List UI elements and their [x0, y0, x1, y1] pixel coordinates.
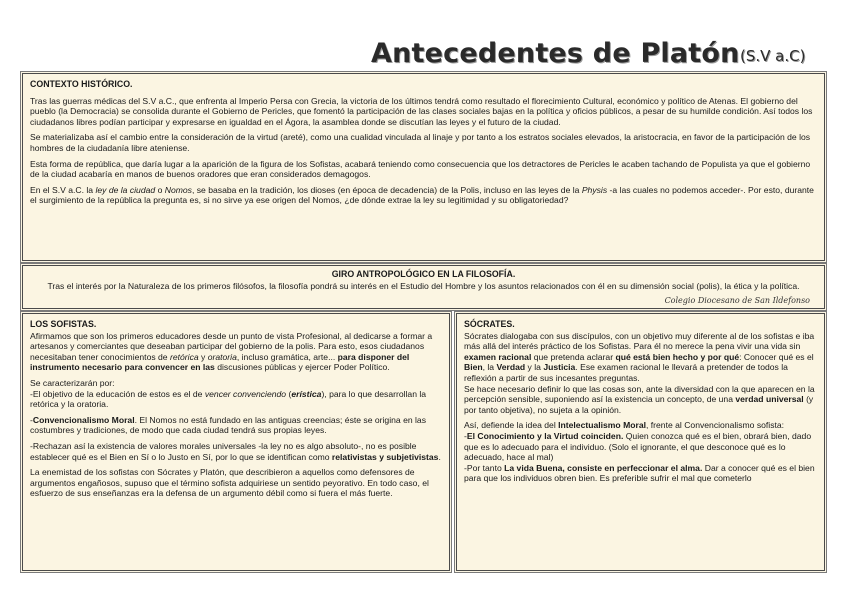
contexto-heading: CONTEXTO HISTÓRICO.	[30, 79, 133, 89]
giro-text: Tras el interés por la Naturaleza de los primeros filósofos, la filosofía pondrá su interés en el Estudio del Hombre y los asuntos relacionados con él en su dimensión social (polis), la ética y la política.	[47, 280, 800, 291]
page-subtitle: (S.V a.C)	[740, 47, 806, 65]
socrates-paragraph-1: Sócrates dialogaba con sus discípulos, con un objetivo muy diferente al de los sofistas e iba más allá del interés práctico de los Sofistas. Para él no merece la pena vivir una vida sin examen racional que pretenda aclarar qué está bien hecho y por qué: Conocer qué es el Bien, la Verdad y la Justicia. Ese examen racional le llevará a pretender de todos la reflexión a partir de sus incesantes preguntas. Se hace necesario definir lo que las cosas son, ante la diversidad con la que aparecen en la percepción sensible, suponiendo así la existencia un concepto, de una verdad universal (y por tanto objetiva), no sujeta a la opinión.	[464, 330, 815, 415]
sofistas-paragraph-3: -Convencionalismo Moral. El Nomos no está fundado en las antiguas creencias; éste se origina en las costumbres y tradiciones, de modo que cada ciudad tendrá sus propias leyes.	[30, 414, 427, 436]
giro-antropologico-box	[22, 265, 825, 309]
socrates-heading: SÓCRATES.	[464, 319, 515, 329]
sofistas-box	[22, 313, 450, 571]
school-name: Colegio Diocesano de San Ildefonso	[664, 296, 810, 306]
contexto-paragraph-3: Esta forma de república, que daría lugar a la aparición de la figura de los Sofistas, acabará teniendo como consecuencia que los detractores de Pericles le acaben tachando de Populista ya que el gobierno de la ciudad acabaría en manos de buenos oradores que eran considerados demagogos.	[30, 158, 811, 180]
contexto-paragraph-1: Tras las guerras médicas del S.V a.C., que enfrenta al Imperio Persa con Grecia, la victoria de los últimos tendrá como resultado el florecimiento Cultural, económico y político de Atenas. El gobierno del pueblo (la Democracia) se consolida durante el Gobierno de Pericles, que fomentó la participación de las clases sociales bajas en la política y oficios públicos, a pesar de su humilde condición. Así todos los ciudadanos libres podían participar y expresarse en igualdad en el Ágora, la asamblea donde se discutían las leyes y el futuro de la ciudad.	[30, 95, 813, 127]
socrates-paragraph-2: Así, defiende la idea del Intelectualismo Moral, frente al Convencionalismo sofista: -El Conocimiento y la Virtud coinciden. Quien conozca qué es el bien, obrará bien, dado que es lo adecuado para el individuo. (Solo el ignorante, el que desconoce qué es lo adecuado, hace al mal) -Por tanto La vida Buena, consiste en perfeccionar el alma. Dar a conocer qué es el bien para que los individuos obren bien. Es preferible sufrir el mal que cometerlo	[464, 420, 815, 484]
sofistas-heading: LOS SOFISTAS.	[30, 319, 97, 329]
giro-heading: GIRO ANTROPOLÓGICO EN LA FILOSOFÍA.	[331, 269, 516, 279]
sofistas-paragraph-5: La enemistad de los sofistas con Sócrates y Platón, que describieron a aquellos como defensores de argumentos engañosos, supuso que el término sofista adquiriese un sentido peyorativo. En todo caso, el esfuerzo de sus enseñanzas era la defensa de un argumento débil como si fuera el más fuerte.	[30, 467, 429, 499]
sofistas-paragraph-4: -Rechazan así la existencia de valores morales universales -la ley no es algo absoluto-, no es posible establecer qué es el Bien en Sí o lo Justo en Sí, por lo que se identifican como relativistas y subjetivistas.	[30, 440, 441, 462]
page-title: Antecedentes de Platón	[371, 38, 740, 69]
sofistas-paragraph-2: Se caracterizarán por: -El objetivo de la educación de estos es el de vencer convenciendo (erística), para lo que desarrollan la retórica y la oratoria.	[30, 377, 427, 410]
contexto-paragraph-2: Se materializaba así el cambio entre la consideración de la virtud (areté), como una cualidad vinculada al linaje y por tanto a los estratos sociales elevados, la aristocracia, en favor de la participación de los hombres de la ciudadanía libre ateniense.	[30, 132, 811, 153]
sofistas-paragraph-1: Afirmamos que son los primeros educadores desde un punto de vista Profesional, al dedicarse a formar a artesanos y comerciantes que deseaban participar del gobierno de la polis. Para esto, esos ciudadanos necesitaban tener conocimientos de retórica y oratoria, incluso gramática, arte... para disponer del instrumento necesario para convencer en las discusiones públicas y ejercer Poder Político.	[30, 330, 433, 373]
socrates-box	[456, 313, 825, 571]
title-row	[0, 38, 848, 72]
contexto-paragraph-4: En el S.V a.C. la ley de la ciudad o Nomos, se basaba en la tradición, los dioses (en época de decadencia) de la Polis, incluso en las leyes de la Physis -a las cuales no podemos acceder-. Por esto, durante el surgimiento de la república la pregunta es, si no sirve ya ese origen del Nomos, ¿de dónde extrae la ley su legitimidad y su obligatoriedad?	[30, 184, 814, 206]
contexto-historico-box	[22, 73, 825, 261]
